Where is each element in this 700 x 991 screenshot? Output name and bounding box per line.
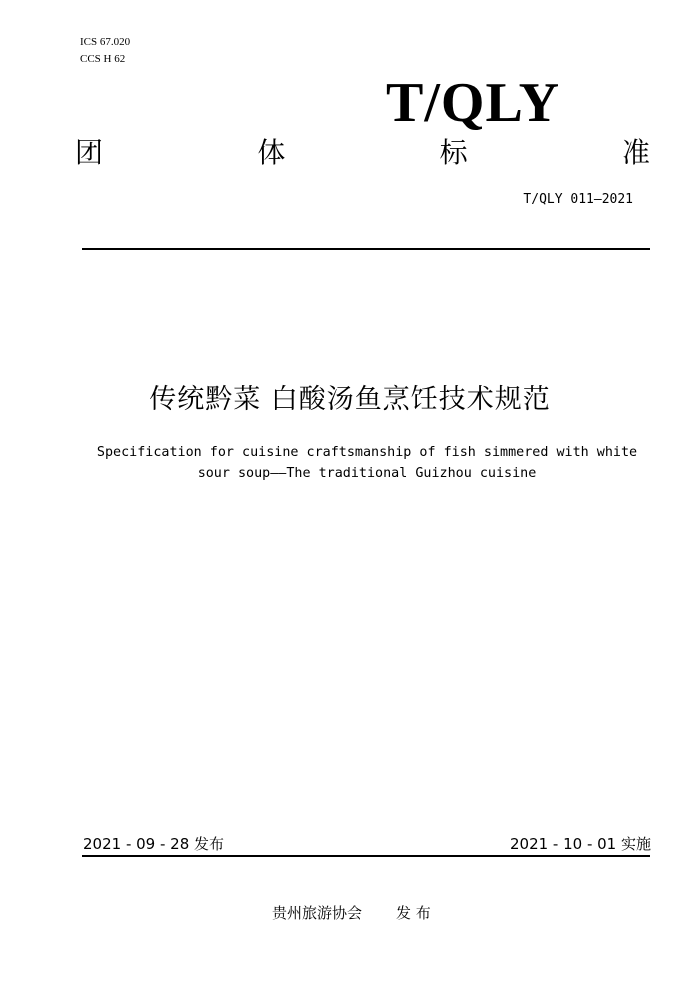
- standard-type-char: 准: [621, 136, 650, 169]
- standard-type-char: 标: [439, 136, 468, 169]
- title-english: Specification for cuisine craftsmanship of fish simmered with white sour soup——The traditional Guizhou cuisine: [96, 445, 638, 481]
- standard-type-char: 团: [75, 136, 104, 169]
- publisher-action: 发 布: [396, 904, 431, 922]
- issue-date: 2021 - 09 - 28 发布: [83, 835, 225, 853]
- standard-type-char: 体: [257, 136, 286, 169]
- title-chinese: 传统黔菜 白酸汤鱼烹饪技术规范: [149, 384, 551, 415]
- standard-logo: T/QLY: [386, 72, 561, 134]
- ccs-code: CCS H 62: [80, 53, 126, 65]
- publisher: [272, 903, 431, 923]
- publisher-name: 贵州旅游协会: [272, 904, 363, 922]
- implementation-date: 2021 - 10 - 01 实施: [509, 835, 651, 853]
- top-divider: [82, 248, 650, 250]
- ics-code: ICS 67.020: [80, 36, 131, 48]
- standard-type-heading: [75, 135, 650, 171]
- standard-number: T/QLY 011—2021: [523, 192, 633, 207]
- bottom-divider: [82, 855, 650, 857]
